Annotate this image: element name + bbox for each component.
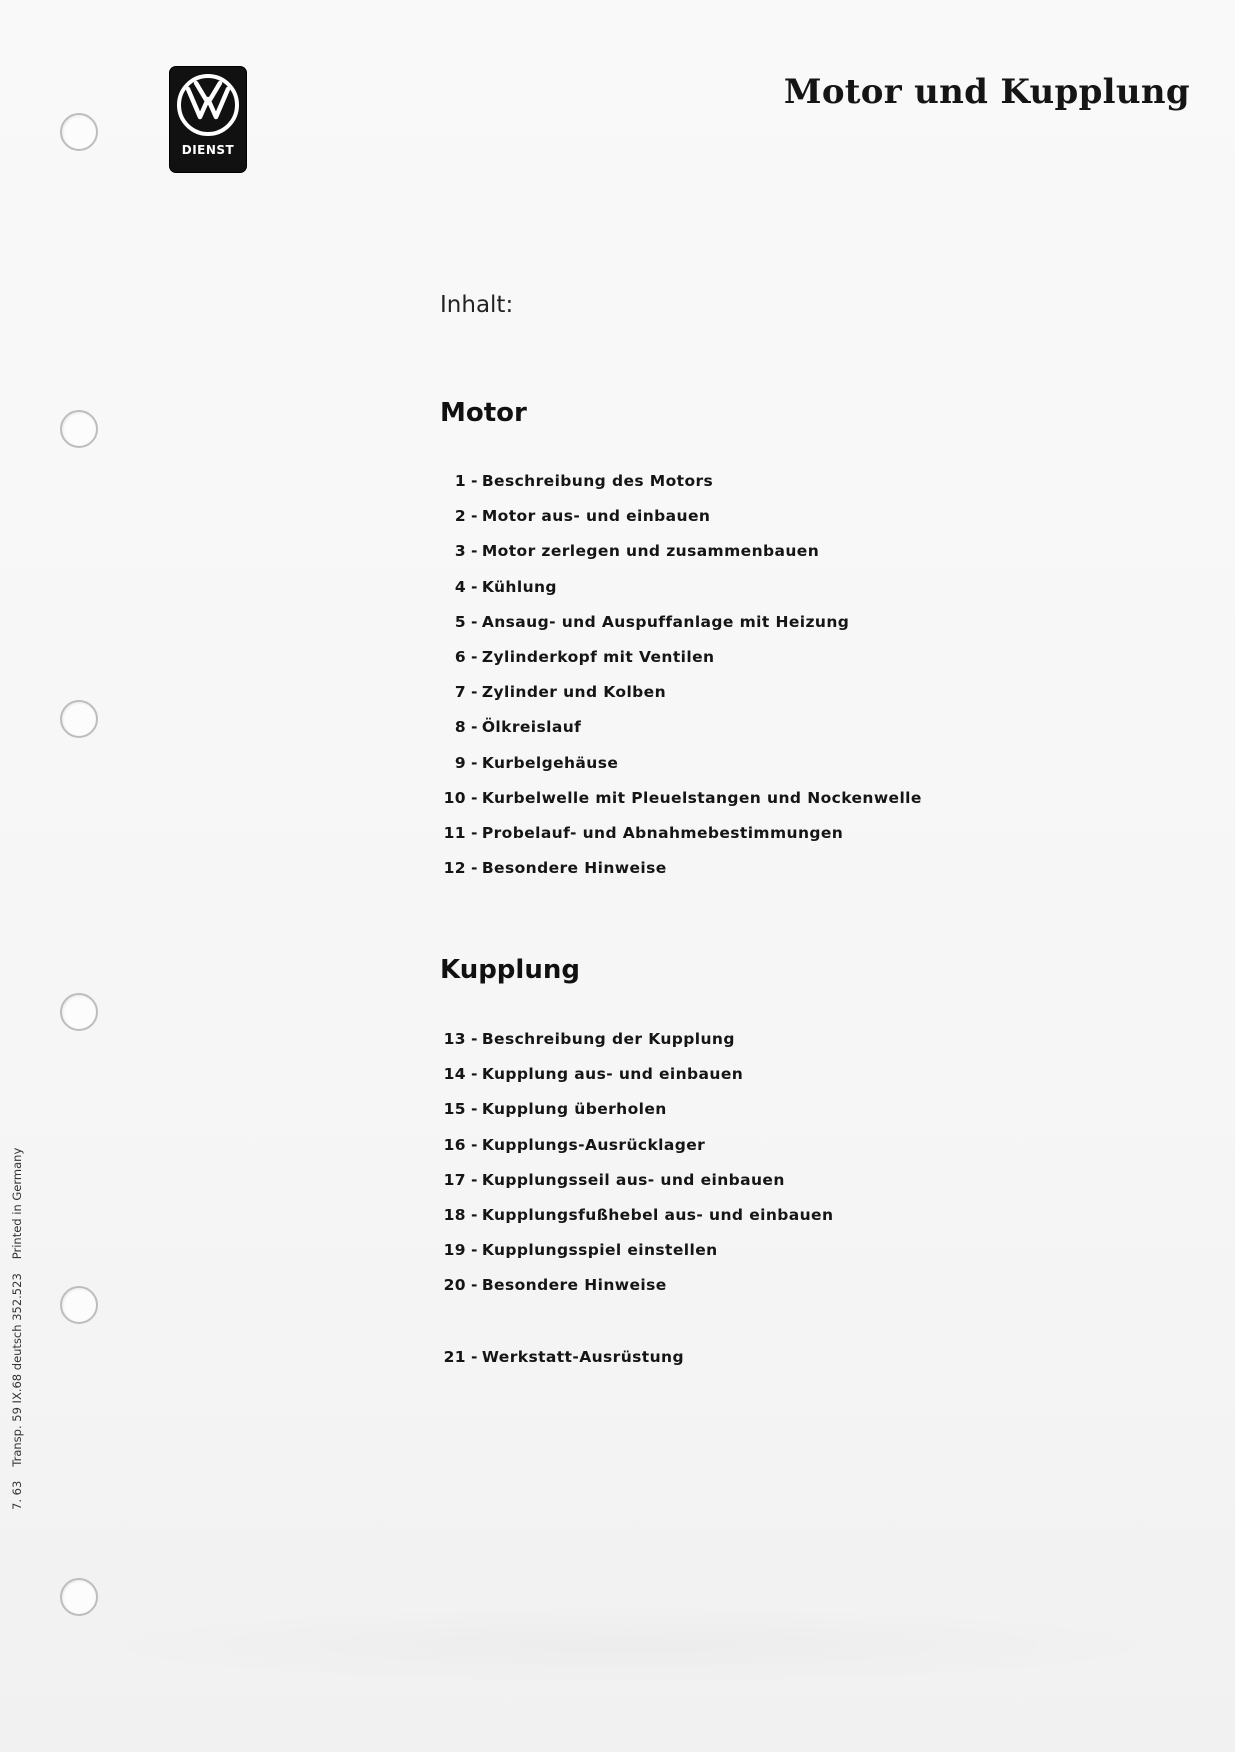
- toc-item: 17 - Kupplungsseil aus- und einbauen: [440, 1169, 833, 1204]
- toc-item-title: Kupplungsseil aus- und einbauen: [481, 1170, 785, 1189]
- toc-item-number: 5: [454, 612, 466, 631]
- toc-item-title: Beschreibung der Kupplung: [481, 1030, 735, 1048]
- toc-item-number: 21: [443, 1348, 466, 1366]
- punch-hole: [60, 410, 98, 448]
- toc-item: 12 - Besondere Hinweise: [440, 857, 922, 892]
- toc-item: 13 - Beschreibung der Kupplung: [440, 1028, 833, 1063]
- toc-item: 20 - Besondere Hinweise: [440, 1274, 833, 1309]
- logo-text: DIENST: [181, 143, 235, 157]
- toc-item-title: Kupplungsfußhebel aus- und einbauen: [481, 1205, 834, 1224]
- toc-item-number: 10: [443, 788, 466, 807]
- toc-item-number: 16: [443, 1135, 466, 1154]
- toc-item: 19 - Kupplungsspiel einstellen: [440, 1239, 833, 1274]
- section-heading-kupplung: Kupplung: [440, 955, 580, 985]
- toc-list-extra: [440, 1346, 684, 1381]
- imprint-reference: Transp. 59 IX.68 deutsch 352.523: [10, 1273, 24, 1467]
- toc-item-title: Ölkreislauf: [481, 718, 582, 737]
- toc-item: 10 - Kurbelwelle mit Pleuelstangen und Nockenwelle: [440, 787, 922, 822]
- toc-list-motor: [440, 470, 922, 892]
- toc-item-number: 2: [454, 507, 466, 526]
- imprint-edition: 7. 63: [10, 1480, 24, 1510]
- toc-item-title: Kühlung: [481, 577, 557, 596]
- toc-item: 14 - Kupplung aus- und einbauen: [440, 1063, 833, 1098]
- toc-item: 5 - Ansaug- und Auspuffanlage mit Heizung: [440, 611, 922, 646]
- toc-item: 21 - Werkstatt-Ausrüstung: [440, 1346, 684, 1381]
- toc-item-title: Besondere Hinweise: [481, 859, 667, 878]
- toc-item-title: Zylinderkopf mit Ventilen: [481, 647, 715, 666]
- toc-item-number: 1: [454, 472, 466, 490]
- toc-item-title: Kurbelgehäuse: [481, 753, 619, 772]
- contents-label: Inhalt:: [440, 292, 514, 318]
- toc-item: 11 - Probelauf- und Abnahmebestimmungen: [440, 822, 922, 857]
- toc-item: 4 - Kühlung: [440, 576, 922, 611]
- toc-item-number: 18: [443, 1205, 466, 1224]
- toc-item-number: 13: [443, 1030, 466, 1048]
- toc-item: 8 - Ölkreislauf: [440, 716, 922, 751]
- scan-smudge: [70, 1605, 1190, 1685]
- toc-item: 15 - Kupplung überholen: [440, 1098, 833, 1133]
- toc-item: 9 - Kurbelgehäuse: [440, 752, 922, 787]
- toc-item-title: Werkstatt-Ausrüstung: [481, 1348, 684, 1366]
- toc-item-title: Kupplungsspiel einstellen: [481, 1241, 718, 1260]
- toc-item-number: 11: [443, 823, 466, 842]
- toc-item: 18 - Kupplungsfußhebel aus- und einbauen: [440, 1204, 833, 1239]
- vw-dienst-logo: [170, 67, 246, 172]
- toc-item-number: 20: [443, 1276, 466, 1295]
- toc-item-number: 7: [454, 683, 466, 702]
- toc-item-title: Probelauf- und Abnahmebestimmungen: [481, 823, 844, 842]
- toc-item-number: 12: [443, 859, 466, 878]
- toc-item: 7 - Zylinder und Kolben: [440, 681, 922, 716]
- toc-item-number: 14: [443, 1065, 466, 1084]
- toc-item-title: Zylinder und Kolben: [481, 683, 666, 702]
- toc-item-number: 6: [454, 647, 466, 666]
- toc-item-title: Beschreibung des Motors: [481, 472, 714, 490]
- toc-item-title: Ansaug- und Auspuffanlage mit Heizung: [481, 612, 850, 631]
- toc-item-title: Besondere Hinweise: [481, 1276, 667, 1295]
- section-heading-motor: Motor: [440, 398, 527, 428]
- punch-hole: [60, 113, 98, 151]
- toc-item-number: 8: [454, 718, 466, 737]
- toc-item-title: Motor aus- und einbauen: [481, 507, 711, 526]
- print-imprint: [10, 1110, 24, 1510]
- toc-item: 3 - Motor zerlegen und zusammenbauen: [440, 540, 922, 575]
- toc-item: 6 - Zylinderkopf mit Ventilen: [440, 646, 922, 681]
- toc-item: 16 - Kupplungs-Ausrücklager: [440, 1134, 833, 1169]
- toc-item-number: 17: [443, 1170, 466, 1189]
- page-title: Motor und Kupplung: [783, 72, 1190, 112]
- punch-hole: [60, 700, 98, 738]
- vw-emblem-icon: [176, 73, 240, 137]
- toc-item-title: Kupplungs-Ausrücklager: [481, 1135, 706, 1154]
- toc-item-number: 15: [443, 1100, 466, 1119]
- punch-hole: [60, 1286, 98, 1324]
- imprint-printed: Printed in Germany: [10, 1147, 24, 1260]
- toc-item: 1 - Beschreibung des Motors: [440, 470, 922, 505]
- toc-item-number: 19: [443, 1241, 466, 1260]
- toc-list-kupplung: [440, 1028, 833, 1310]
- toc-item-title: Kupplung überholen: [481, 1100, 667, 1119]
- punch-hole: [60, 993, 98, 1031]
- toc-item-number: 4: [454, 577, 466, 596]
- toc-item-title: Kupplung aus- und einbauen: [481, 1065, 744, 1084]
- toc-item-title: Kurbelwelle mit Pleuelstangen und Nockenwelle: [481, 788, 922, 807]
- toc-item-title: Motor zerlegen und zusammenbauen: [481, 542, 820, 561]
- toc-item-number: 9: [454, 753, 466, 772]
- toc-item: 2 - Motor aus- und einbauen: [440, 505, 922, 540]
- toc-item-number: 3: [454, 542, 466, 561]
